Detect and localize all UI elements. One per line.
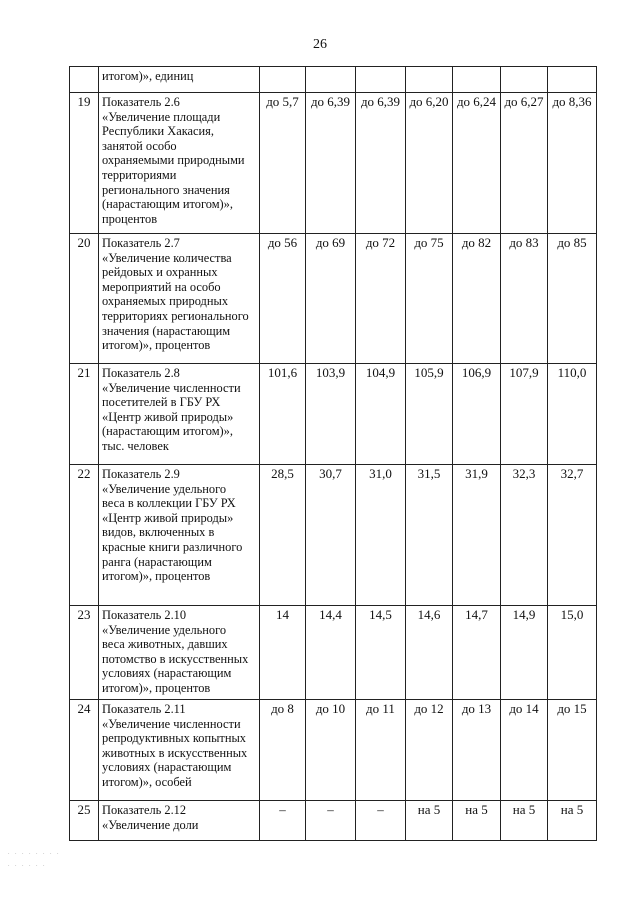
description-line: Показатель 2.9 [102, 467, 180, 481]
description-line: условиях (нарастающим [102, 760, 232, 775]
target-value: 101,6 [260, 364, 306, 465]
target-value: на 5 [406, 801, 453, 841]
target-value: 105,9 [406, 364, 453, 465]
indicator-description [99, 67, 260, 93]
target-value: до 6,27 [501, 93, 548, 234]
target-value: на 5 [453, 801, 501, 841]
description-line: веса в коллекции ГБУ РХ [102, 496, 236, 511]
target-value: 107,9 [501, 364, 548, 465]
target-value: до 75 [406, 234, 453, 364]
description-line: Показатель 2.6 [102, 95, 180, 109]
target-value: до 5,7 [260, 93, 306, 234]
target-value: – [356, 801, 406, 841]
row-number: 21 [70, 364, 99, 465]
target-value [306, 67, 356, 93]
target-value [260, 67, 306, 93]
target-value: 103,9 [306, 364, 356, 465]
target-value: 106,9 [453, 364, 501, 465]
target-value: 32,3 [501, 465, 548, 606]
target-value [406, 67, 453, 93]
indicator-description [99, 801, 260, 841]
description-line: итогом)», единиц [102, 69, 194, 83]
row-number: 25 [70, 801, 99, 841]
target-value: 14,4 [306, 606, 356, 700]
indicator-description [99, 465, 260, 606]
row-number: 22 [70, 465, 99, 606]
page-number: 26 [313, 37, 327, 52]
description-line: условиях (нарастающим [102, 666, 232, 681]
description-line: территориями [102, 167, 177, 182]
target-value: 28,5 [260, 465, 306, 606]
target-value: до 6,24 [453, 93, 501, 234]
table-row [70, 700, 597, 801]
description-line: репродуктивных копытных [102, 731, 246, 746]
target-value: до 69 [306, 234, 356, 364]
description-line: Показатель 2.10 [102, 608, 187, 622]
target-value: 31,0 [356, 465, 406, 606]
indicator-description [99, 700, 260, 801]
target-value: 14 [260, 606, 306, 700]
description-line: Республики Хакасия, [102, 124, 214, 139]
row-number: 19 [70, 93, 99, 234]
indicator-description [99, 364, 260, 465]
description-line: видов, включенных в [102, 525, 215, 540]
target-value: 14,7 [453, 606, 501, 700]
description-line: потомство в искусственных [102, 651, 249, 666]
target-value: 30,7 [306, 465, 356, 606]
description-line: регионального значения [102, 182, 230, 197]
target-value: – [260, 801, 306, 841]
indicator-description [99, 234, 260, 364]
row-number: 20 [70, 234, 99, 364]
description-line: ранга (нарастающим [102, 554, 212, 569]
table-body [70, 67, 597, 841]
row-number: 23 [70, 606, 99, 700]
description-line: красные книги различного [102, 539, 243, 554]
description-line: (нарастающим итогом)», [102, 197, 233, 212]
target-value: – [306, 801, 356, 841]
target-value: до 6,39 [306, 93, 356, 234]
scan-noise: . . . . . . . . . . . . . . [8, 850, 61, 868]
description-line: «Увеличение численности [102, 716, 241, 731]
target-value: до 83 [501, 234, 548, 364]
description-line: Показатель 2.7 [102, 236, 180, 250]
target-value: до 8,36 [548, 93, 597, 234]
description-line: рейдовых и охранных [102, 265, 218, 280]
target-value: 14,6 [406, 606, 453, 700]
target-value: 104,9 [356, 364, 406, 465]
description-line: Показатель 2.12 [102, 803, 187, 817]
description-line: «Центр живой природы» [102, 510, 234, 525]
target-value: 31,5 [406, 465, 453, 606]
target-value: до 12 [406, 700, 453, 801]
description-line: «Центр живой природы» [102, 409, 234, 424]
target-value: 14,5 [356, 606, 406, 700]
table-row [70, 67, 597, 93]
description-line: «Увеличение удельного [102, 481, 227, 496]
table-row [70, 801, 597, 841]
description-line: животных в искусственных [102, 745, 248, 760]
table-row [70, 465, 597, 606]
target-value: до 72 [356, 234, 406, 364]
target-value: на 5 [548, 801, 597, 841]
target-value: до 6,39 [356, 93, 406, 234]
description-line: тыс. человек [102, 438, 169, 453]
description-line: «Увеличение доли [102, 817, 199, 832]
target-value: 14,9 [501, 606, 548, 700]
description-line: процентов [102, 211, 158, 226]
description-line: Показатель 2.8 [102, 366, 180, 380]
target-value: до 6,20 [406, 93, 453, 234]
target-value: 110,0 [548, 364, 597, 465]
description-line: охраняемых природных [102, 294, 229, 309]
target-value: 15,0 [548, 606, 597, 700]
target-value: до 85 [548, 234, 597, 364]
description-line: территориях регионального [102, 308, 249, 323]
description-line: занятой особо [102, 138, 177, 153]
indicator-description [99, 606, 260, 700]
table-row [70, 606, 597, 700]
description-line: итогом)», особей [102, 774, 192, 789]
description-line: посетителей в ГБУ РХ [102, 395, 221, 410]
description-line: охраняемыми природными [102, 153, 245, 168]
indicators-table [69, 66, 597, 841]
description-line: Показатель 2.11 [102, 702, 186, 716]
target-value: до 8 [260, 700, 306, 801]
description-line: итогом)», процентов [102, 338, 211, 353]
description-line: «Увеличение площади [102, 109, 221, 124]
description-line: итогом)», процентов [102, 569, 211, 584]
description-line: итогом)», процентов [102, 680, 211, 695]
target-value: до 14 [501, 700, 548, 801]
description-line: веса животных, давших [102, 637, 228, 652]
target-value: до 15 [548, 700, 597, 801]
description-line: «Увеличение численности [102, 380, 241, 395]
table-row [70, 234, 597, 364]
target-value: до 13 [453, 700, 501, 801]
target-value: до 11 [356, 700, 406, 801]
table-row [70, 364, 597, 465]
target-value: на 5 [501, 801, 548, 841]
row-number: 24 [70, 700, 99, 801]
target-value [356, 67, 406, 93]
description-line: (нарастающим итогом)», [102, 424, 233, 439]
table-row [70, 93, 597, 234]
description-line: «Увеличение количества [102, 250, 232, 265]
description-line: мероприятий на особо [102, 279, 221, 294]
description-line: «Увеличение удельного [102, 622, 227, 637]
description-line: значения (нарастающим [102, 323, 231, 338]
target-value [501, 67, 548, 93]
row-number [70, 67, 99, 93]
target-value: 31,9 [453, 465, 501, 606]
target-value [453, 67, 501, 93]
target-value: до 56 [260, 234, 306, 364]
target-value: до 82 [453, 234, 501, 364]
target-value: 32,7 [548, 465, 597, 606]
target-value: до 10 [306, 700, 356, 801]
target-value [548, 67, 597, 93]
indicator-description [99, 93, 260, 234]
